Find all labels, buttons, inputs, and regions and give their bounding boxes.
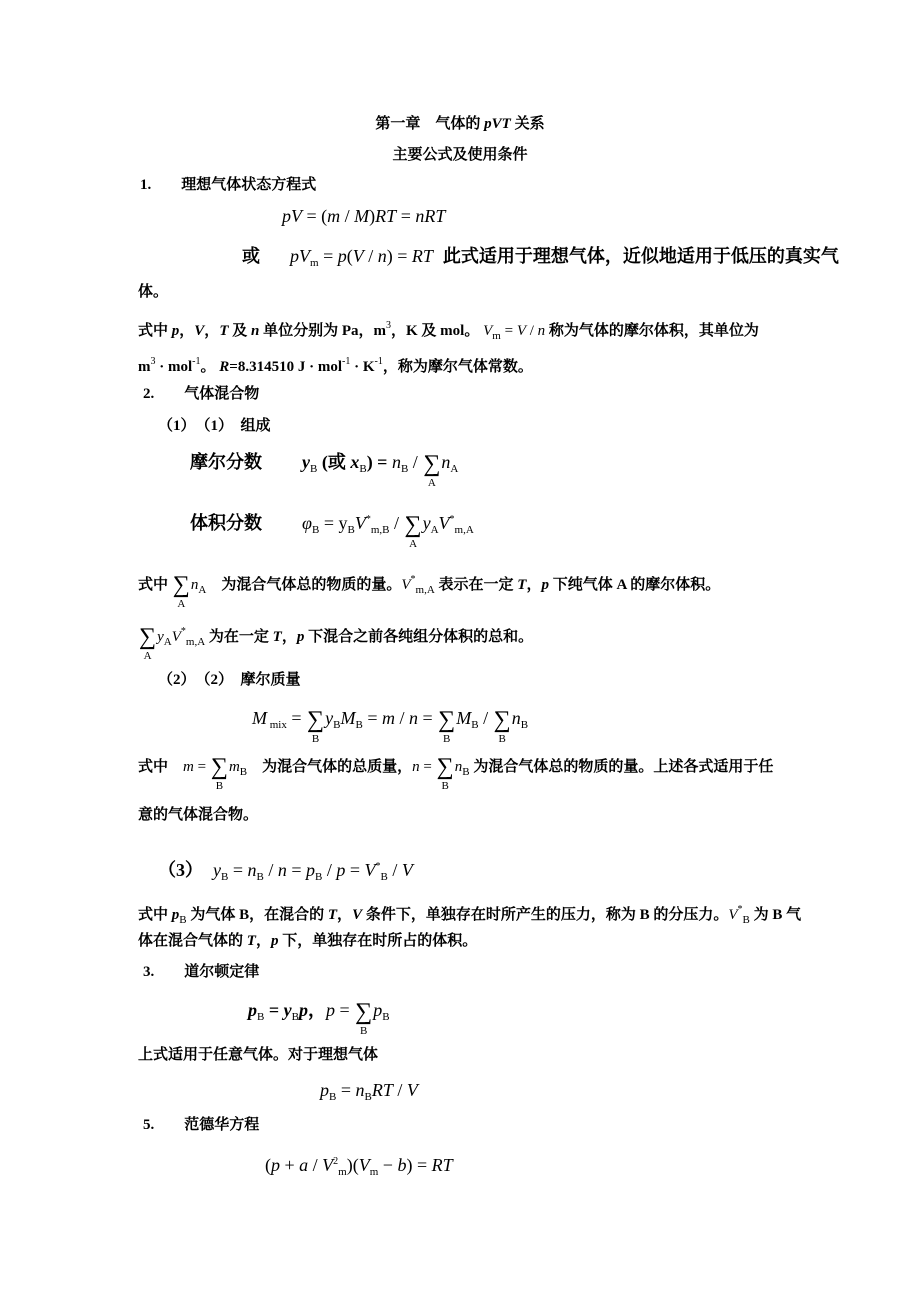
math-variable: m [183,759,194,775]
text: 第一章 气体的 [375,116,485,132]
text: 为混合气体总的物质的量。上述各式适用于任 [469,759,774,775]
superscript: * [375,861,381,872]
math-variable: M [456,708,472,728]
math-text: ( [265,1155,271,1175]
text: 意的气体混合物。 [138,807,259,823]
math-variable: V [483,323,493,339]
text: 单位分别为 Pa，m [259,323,387,339]
math-text: ) [369,206,376,226]
section-subtitle [0,145,920,165]
text: ， [179,323,195,339]
text: 体在混合气体的 [138,933,247,949]
subscript: A [450,463,459,475]
math-text: = [362,708,382,728]
bold-variable: T [327,907,338,923]
summation-symbol: ∑ B [493,707,511,745]
subscript: m [310,257,319,269]
subscript: m [369,1166,379,1178]
subscript: m,B [370,524,390,536]
math-text: ) = [406,1155,432,1175]
formula-dalton [248,999,390,1037]
summation-symbol: ∑ A [139,624,157,662]
heading-gas-mixture [143,384,259,404]
heading-van-der-waals [143,1115,259,1135]
subscript: B [471,719,479,731]
bold-variable: V [352,907,363,923]
math-variable: V [354,513,366,533]
math-variable: p [320,1080,329,1100]
formula-van-der-waals [265,1152,453,1182]
text: 。 [200,359,220,375]
subscript: B [329,1091,337,1103]
paragraph-note [138,570,721,610]
subscript: mix [267,719,287,731]
heading-ideal-gas [140,175,316,195]
text: 下，单独存在时所占的体积。 [278,933,478,949]
bold-variable: n [251,323,260,339]
math-text: = [396,206,416,226]
subscript: A [198,584,207,596]
superscript: * [180,626,186,637]
math-text: = [286,708,307,728]
text: （3） [158,860,203,880]
subheading-molar-mass [158,670,301,690]
text: 表示在一定 [434,577,518,593]
summation-limit: B [441,780,449,792]
subheading-composition [158,416,271,436]
math-text: = [286,860,307,880]
paragraph-text [138,1045,378,1065]
math-variable: V [364,860,376,880]
math-variable: m [327,206,341,226]
math-variable: V [516,323,526,339]
math-variable: n [409,708,418,728]
summation-symbol: ∑ A [172,572,190,610]
bold-variable: T [246,933,256,949]
text: m [138,359,151,375]
subscript: B [355,719,363,731]
math-text: = ( [302,206,328,226]
subscript: m,A [454,524,474,536]
math-text: = [336,1080,356,1100]
math-text: = y [319,513,348,533]
formula-ideal-partial [320,1080,418,1107]
math-text: ( [346,246,353,266]
math-variable: p [337,246,347,266]
text: 体积分数 [190,513,262,533]
math-variable: V [438,513,450,533]
superscript: * [449,514,455,525]
math-variable: p [271,1155,280,1175]
math-text: = [419,759,436,775]
text: 为气体 B，在混合的 [186,907,328,923]
text: ， [204,323,220,339]
math-variable: n [454,759,463,775]
subscript: m [338,1166,347,1178]
math-variable: RT [371,1080,393,1100]
math-text: + [280,1155,300,1175]
math-variable: n [511,708,521,728]
math-text: = [418,708,438,728]
subscript: B [742,914,750,926]
subscript: B [359,463,367,475]
math-variable: n [441,452,451,472]
summation-limit: B [215,780,224,792]
bold-variable: p [296,629,305,645]
summation-limit: B [443,733,451,745]
subscript: B [257,1011,265,1023]
math-text: = [345,860,365,880]
text: 此式适用于理想气体，近似地适用于低压的真实气 [442,246,839,266]
subscript: B [382,1011,390,1023]
text: 主要公式及使用条件 [392,147,528,163]
math-variable: pV [290,246,310,266]
text: 1. 理想气体状态方程式 [140,177,317,193]
bold-variable: T [517,577,527,593]
text: 关系 [510,116,545,132]
text: 3. 道尔顿定律 [143,964,260,980]
text: ， [255,933,271,949]
bold-variable: T [219,323,229,339]
formula-ideal-gas [282,206,445,226]
math-variable: V [322,1155,334,1175]
formula-mole-fraction [190,451,459,489]
math-text: = [193,759,210,775]
math-variable: n [277,860,287,880]
summation-symbol: ∑ B [355,999,373,1037]
summation-limit: A [427,477,436,489]
math-text: − [378,1155,398,1175]
text: 下混合之前各纯组分体积的总和。 [304,629,534,645]
math-variable: RT [411,246,433,266]
math-variable: pV [282,206,302,226]
math-text: / [263,860,278,880]
text: ) = [366,452,392,472]
math-variable: n [391,452,401,472]
summation-symbol: ∑ B [436,754,454,792]
bold-variable: pVT [484,116,511,132]
bold-variable: p [298,1000,308,1020]
text: = [264,1000,284,1020]
bold-variable: p [248,1000,257,1020]
summation-symbol: ∑ A [423,451,441,489]
summation-limit: B [359,1025,368,1037]
math-variable: y [422,513,431,533]
subscript: B [256,871,264,883]
math-variable: V [358,1155,370,1175]
formula-partial [158,857,413,887]
text: =8.314510 J · mol [229,359,343,375]
math-text: / [322,860,337,880]
subscript: B [347,524,355,536]
summation-symbol: ∑ B [307,707,325,745]
math-variable: M [252,708,267,728]
math-text: )( [346,1155,359,1175]
paragraph-text [138,931,477,951]
math-text: ) = [386,246,412,266]
superscript: -1 [374,356,383,367]
text: 式中 [138,759,184,775]
text: 为混合气体总的物质的量。 [206,577,402,593]
subscript: B [239,766,248,778]
summation-limit: B [311,733,320,745]
superscript: * [737,904,743,915]
text: ， [337,907,353,923]
text: 为混合气体的总质量， [247,759,413,775]
math-variable: p [306,860,316,880]
math-variable: n [412,759,420,775]
subscript: B [310,463,318,475]
math-variable: p [373,1000,383,1020]
summation-symbol: ∑ A [404,512,422,550]
summation-limit: A [177,598,186,610]
bold-variable: p [171,907,180,923]
subscript: B [291,1011,299,1023]
superscript: * [410,574,416,585]
math-variable: V [401,860,413,880]
math-variable: RT [431,1155,453,1175]
math-text: / [525,323,538,339]
text: 摩尔分数 [190,452,262,472]
superscript: 3 [150,356,156,367]
subscript: B [520,719,529,731]
paragraph-text [138,805,258,825]
text: 式中 [138,907,172,923]
math-text: / [392,1080,407,1100]
math-text: / [478,708,493,728]
text: 式中 [138,577,172,593]
math-text: / [408,452,423,472]
summation-limit: B [498,733,506,745]
math-text: = [318,246,338,266]
math-text: = [228,860,248,880]
subscript: m,A [185,636,206,648]
bold-variable: R [219,359,230,375]
paragraph-partial-pressure [138,900,801,930]
math-variable: n [537,323,546,339]
math-text: / [308,1155,323,1175]
text: ， [281,629,297,645]
formula-volume-fraction [190,510,474,550]
math-variable: M [354,206,370,226]
text: （2） （2） 摩尔质量 [158,672,301,688]
math-variable: y [157,629,164,645]
summation-limit: A [409,538,418,550]
math-variable: V [406,1080,418,1100]
text: 或 [242,246,260,266]
math-variable: nRT [415,206,446,226]
summation-symbol: ∑ B [438,707,456,745]
math-text: / [387,860,402,880]
superscript: 3 [386,320,392,331]
math-variable: RT [375,206,397,226]
paragraph-units [138,316,759,346]
subscript: B [179,914,187,926]
subscript: B [400,463,409,475]
text: 称为气体的摩尔体积，其单位为 [545,323,759,339]
formula-molar-mass [252,707,529,745]
bold-variable: y [302,452,310,472]
math-variable: m [228,759,240,775]
math-variable: M [340,708,356,728]
math-variable: p [336,860,346,880]
math-text: = [334,1000,355,1020]
text: 为 B 气 [749,907,802,923]
superscript: -1 [342,356,351,367]
chapter-title [0,114,920,134]
text: ，K 及 mol。 [391,323,484,339]
text: 条件下，单独存在时所产生的压力，称为 B 的分压力。 [362,907,729,923]
text: 及 [228,323,251,339]
bold-variable: T [272,629,282,645]
text: 上式适用于任意气体。对于理想气体 [138,1047,379,1063]
paragraph-text [138,282,168,302]
subscript: B [380,871,388,883]
math-variable: y [325,708,334,728]
math-text: / [389,513,404,533]
text: 2. 气体混合物 [143,386,260,402]
subscript: B [462,766,470,778]
math-variable: V [401,577,411,593]
subscript: m,A [415,584,435,596]
text: · mol [155,359,193,375]
math-variable: V [728,907,738,923]
text: 体。 [138,284,169,300]
subscript: A [163,636,172,648]
subscript: B [311,524,320,536]
math-variable: p [325,1000,335,1020]
text: 为在一定 [205,629,273,645]
math-variable: V [352,246,364,266]
superscript: 2 [333,1156,339,1167]
text: （1） （1） 组成 [158,418,271,434]
math-variable: y [213,860,221,880]
formula-molar-ideal-gas [242,246,839,273]
paragraph-note [138,622,534,662]
paragraph-note [138,754,774,792]
text: 下纯气体 A 的摩尔体积。 [548,577,721,593]
math-variable: φ [302,513,312,533]
text: 式中 [138,323,172,339]
text: ， [526,577,542,593]
math-variable: m [381,708,395,728]
summation-limit: A [143,650,152,662]
bold-variable: V [194,323,205,339]
text: ， [307,1000,326,1020]
text: · K [350,359,375,375]
math-variable: b [397,1155,407,1175]
math-text: / [340,206,355,226]
superscript: -1 [192,356,201,367]
math-variable: V [171,629,181,645]
math-variable: n [247,860,257,880]
math-variable: n [190,577,199,593]
bold-variable: x [350,452,360,472]
paragraph-gas-constant [138,352,533,377]
subscript: B [221,871,229,883]
subscript: B [315,871,323,883]
subscript: B [364,1091,372,1103]
math-text: = [500,323,517,339]
bold-variable: y [283,1000,292,1020]
bold-variable: p [270,933,279,949]
math-text: / [394,708,409,728]
text: ，称为摩尔气体常数。 [382,359,533,375]
math-variable: a [299,1155,309,1175]
math-text: / [363,246,378,266]
math-variable: n [377,246,387,266]
text: (或 [317,452,351,472]
bold-variable: p [541,577,549,593]
bold-variable: p [171,323,180,339]
text: 5. 范德华方程 [143,1117,260,1133]
superscript: * [365,514,371,525]
subscript: m [492,330,501,342]
heading-dalton [143,962,259,982]
subscript: B [333,719,341,731]
math-variable: n [355,1080,365,1100]
summation-symbol: ∑ B [210,754,228,792]
subscript: A [430,524,439,536]
